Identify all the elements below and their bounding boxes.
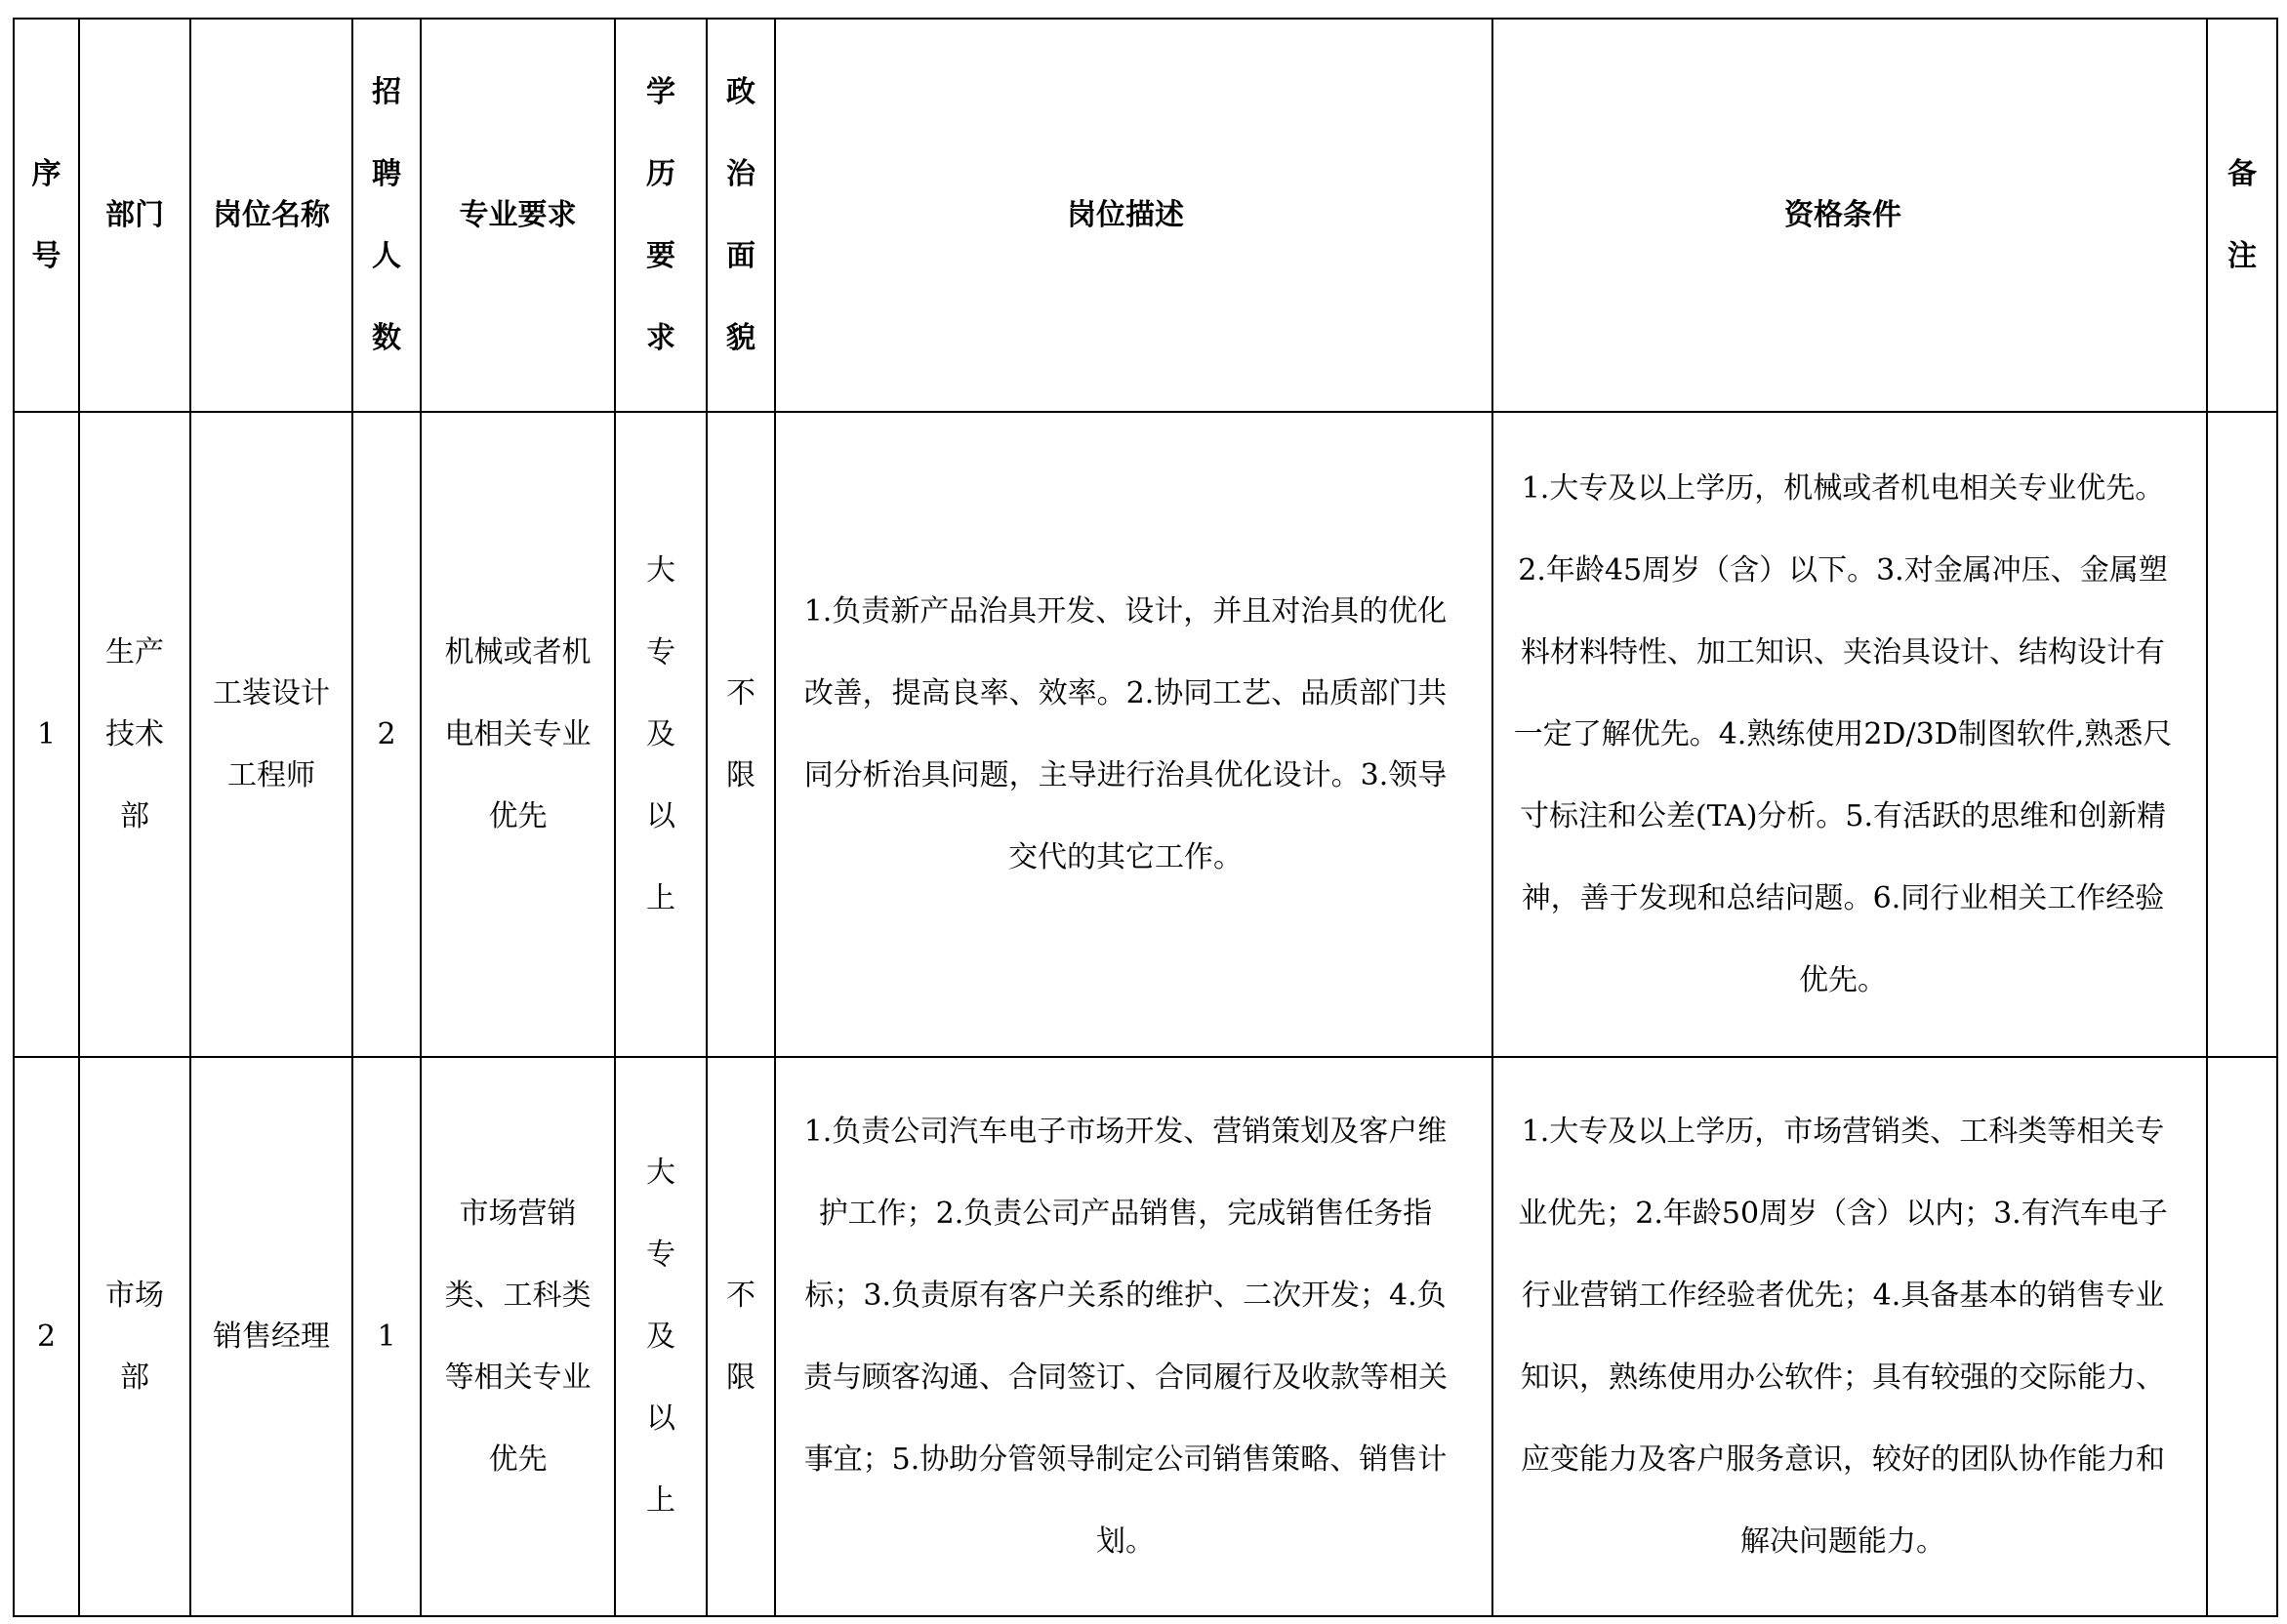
header-headcount: 招聘人数 xyxy=(352,19,421,412)
major-requirement-cell: 市场营销类、工科类等相关专业优先 xyxy=(421,1057,615,1616)
serial-number-cell: 2 xyxy=(14,1057,79,1616)
header-remarks: 备注 xyxy=(2207,19,2277,412)
education-requirement-cell: 大专及以上 xyxy=(615,1057,707,1616)
job-description-cell: 1.负责新产品治具开发、设计，并且对治具的优化改善，提高良率、效率。2.协同工艺、品质部门共同分析治具问题，主导进行治具优化设计。3.领导交代的其它工作。 xyxy=(775,412,1492,1057)
political-status-cell: 不限 xyxy=(707,1057,775,1616)
political-status-cell: 不限 xyxy=(707,412,775,1057)
header-education-requirement: 学历要求 xyxy=(615,19,707,412)
recruitment-table xyxy=(13,18,2278,1617)
header-political-status: 政治面貌 xyxy=(707,19,775,412)
header-job-description: 岗位描述 xyxy=(775,19,1492,412)
qualifications-cell: 1.大专及以上学历，市场营销类、工科类等相关专业优先；2.年龄50周岁（含）以内；3.有汽车电子行业营销工作经验者优先；4.具备基本的销售专业知识，熟练使用办公软件；具有较强的交际能力、应变能力及客户服务意识，较好的团队协作能力和解决问题能力。 xyxy=(1492,1057,2207,1616)
header-position-name: 岗位名称 xyxy=(190,19,352,412)
remarks-cell xyxy=(2207,1057,2277,1616)
department-cell: 生产技术部 xyxy=(79,412,190,1057)
job-description-cell: 1.负责公司汽车电子市场开发、营销策划及客户维护工作；2.负责公司产品销售，完成销售任务指标；3.负责原有客户关系的维护、二次开发；4.负责与顾客沟通、合同签订、合同履行及收款等相关事宜；5.协助分管领导制定公司销售策略、销售计划。 xyxy=(775,1057,1492,1616)
headcount-cell: 1 xyxy=(352,1057,421,1616)
table-header-row xyxy=(14,19,2277,412)
department-cell: 市场部 xyxy=(79,1057,190,1616)
header-major-requirement: 专业要求 xyxy=(421,19,615,412)
header-qualifications: 资格条件 xyxy=(1492,19,2207,412)
remarks-cell xyxy=(2207,412,2277,1057)
qualifications-cell: 1.大专及以上学历，机械或者机电相关专业优先。2.年龄45周岁（含）以下。3.对金属冲压、金属塑料材料特性、加工知识、夹治具设计、结构设计有一定了解优先。4.熟练使用2D/3D制图软件,熟悉尺寸标注和公差(TA)分析。5.有活跃的思维和创新精神，善于发现和总结问题。6.同行业相关工作经验优先。 xyxy=(1492,412,2207,1057)
headcount-cell: 2 xyxy=(352,412,421,1057)
header-department: 部门 xyxy=(79,19,190,412)
position-name-cell: 工装设计工程师 xyxy=(190,412,352,1057)
major-requirement-cell: 机械或者机电相关专业优先 xyxy=(421,412,615,1057)
position-name-cell: 销售经理 xyxy=(190,1057,352,1616)
education-requirement-cell: 大专及以上 xyxy=(615,412,707,1057)
header-serial-number: 序号 xyxy=(14,19,79,412)
serial-number-cell: 1 xyxy=(14,412,79,1057)
table-row xyxy=(14,412,2277,1057)
table-row xyxy=(14,1057,2277,1616)
